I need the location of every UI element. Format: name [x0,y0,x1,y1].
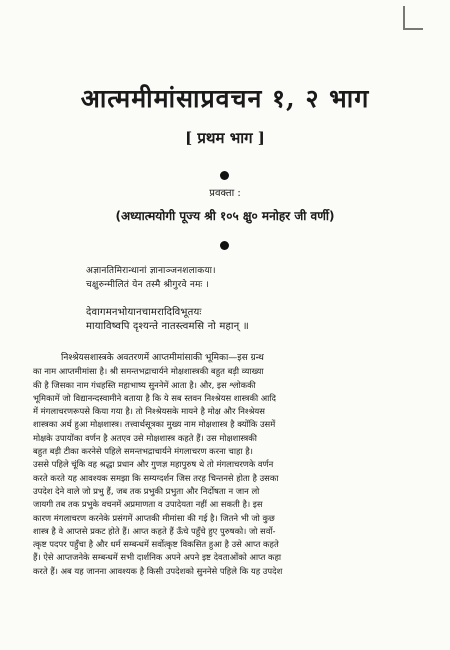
body-line: भूमिकामें जो विद्यानन्दस्वामीने बताया है कि ये सब स्तवन निश्श्रेयस शास्त्रकी आदि [33,392,276,403]
speaker-name: (अध्यात्मयोगी पूज्य श्री १०५ क्षु० मनोहर जी वर्णी) [115,209,335,223]
body-line: की है जिसका नाम गंधहस्ति महाभाष्य सुननेमें आता है। और, इस श्लोककी [33,379,256,390]
body-line: शास्त्रका अर्थ हुआ मोक्षशास्त्र। तत्त्वार्थसूत्रका मुख्य नाम मोक्षशास्त्र है क्योंकि उसमें [33,419,276,430]
invocation-verses [86,264,416,334]
bullet-dot-icon [220,241,229,250]
body-line: त्कृष्ट पदपर पहुँचा है और धर्म सम्बन्धमें सर्वोत्कृष्ट विकसित हुआ है उसे आप्त कहते [33,539,279,550]
body-line: मोक्षके उपायोंका वर्णन है अतएव उसे मोक्षशास्त्र कहते हैं। उस मोक्षशास्त्रकी [33,432,257,443]
body-line: हैं। ऐसे आप्तजनेके सम्बन्धमें सभी दार्शनिक अपने अपने इष्ट देवताओंको आप्त कहा [33,552,282,563]
body-line: बहुत बड़ी टीका करनेसे पहिले समन्तभद्राचार्यने मंगलाचरण करना चाहा है। [33,446,253,457]
body-line: में मंगलाचरणरूपसे किया गया है। तो निश्श्रेयसके मायने है मोक्ष और निश्श्रेयस [33,406,265,417]
body-line: करते हैं। अब यह जानना आवश्यक है किसी उपदेशको सुननेसे पहिले कि यह उपदेश [33,565,283,576]
body-line: करते करते यह आवश्यक समझा कि सम्यग्दर्शन जिस तरह चिन्तनसे होता है उसका [33,472,279,483]
corner-mark [403,6,423,30]
body-line: जायगी तब तक प्रभुके वचनमें अप्रमाणता व उपादेयता नहीं आ सकती है। इस [33,499,263,510]
page-subtitle: [ प्रथम भाग ] [185,129,265,147]
verse-line: चक्षुरुन्मीलितं येन तस्मै श्रीगुरवे नमः । [86,280,210,290]
body-line: निश्श्रेयसशास्त्रके अवतरणमें आप्तमीमांसाकी भूमिका—इस ग्रन्थ [61,353,264,363]
body-line: शास्त्र है वे आप्तसे प्रकट होते हैं। आप्त कहते हैं ऊँचे पहुँचे हुए पुरुषको। जो सर्वो- [33,525,276,536]
bullet-dot-icon [220,171,229,180]
speaker-label: प्रवक्ता : [209,188,241,199]
body-line: उपदेश देने वाले जो प्रभु हैं, जब तक प्रभुकी प्रभुता और निर्दोषता न जान लो [33,485,260,496]
body-line: का नाम आप्तमीमांसा है। श्री समन्तभद्राचार्यने मोक्षशास्त्रकी बहुत बड़ी व्याख्या [33,366,264,377]
verse-line: देवागमनभोयानचामरादिविभूतयः [86,307,202,318]
body-line: उससे पहिले चूंकि वह श्रद्धा प्रधान और गुणज्ञ महापुरुष थे तो मंगलाचरणके वर्णन [33,459,274,470]
verse-line: अज्ञानतिमिरान्धानां ज्ञानाञ्जनशलाकया। [86,266,216,276]
body-text [33,352,425,578]
verse-line: मायाविष्वपि दृश्यन्ते नातस्त्वमसि नो महान् ॥ [86,321,249,332]
body-line: कारण मंगलाचरण करनेके प्रसंगमें आप्तकी मीमांसा की गई है। जितने भी जो कुछ [33,512,275,523]
page-title: आत्ममीमांसाप्रवचन १, २ भाग [80,84,370,113]
